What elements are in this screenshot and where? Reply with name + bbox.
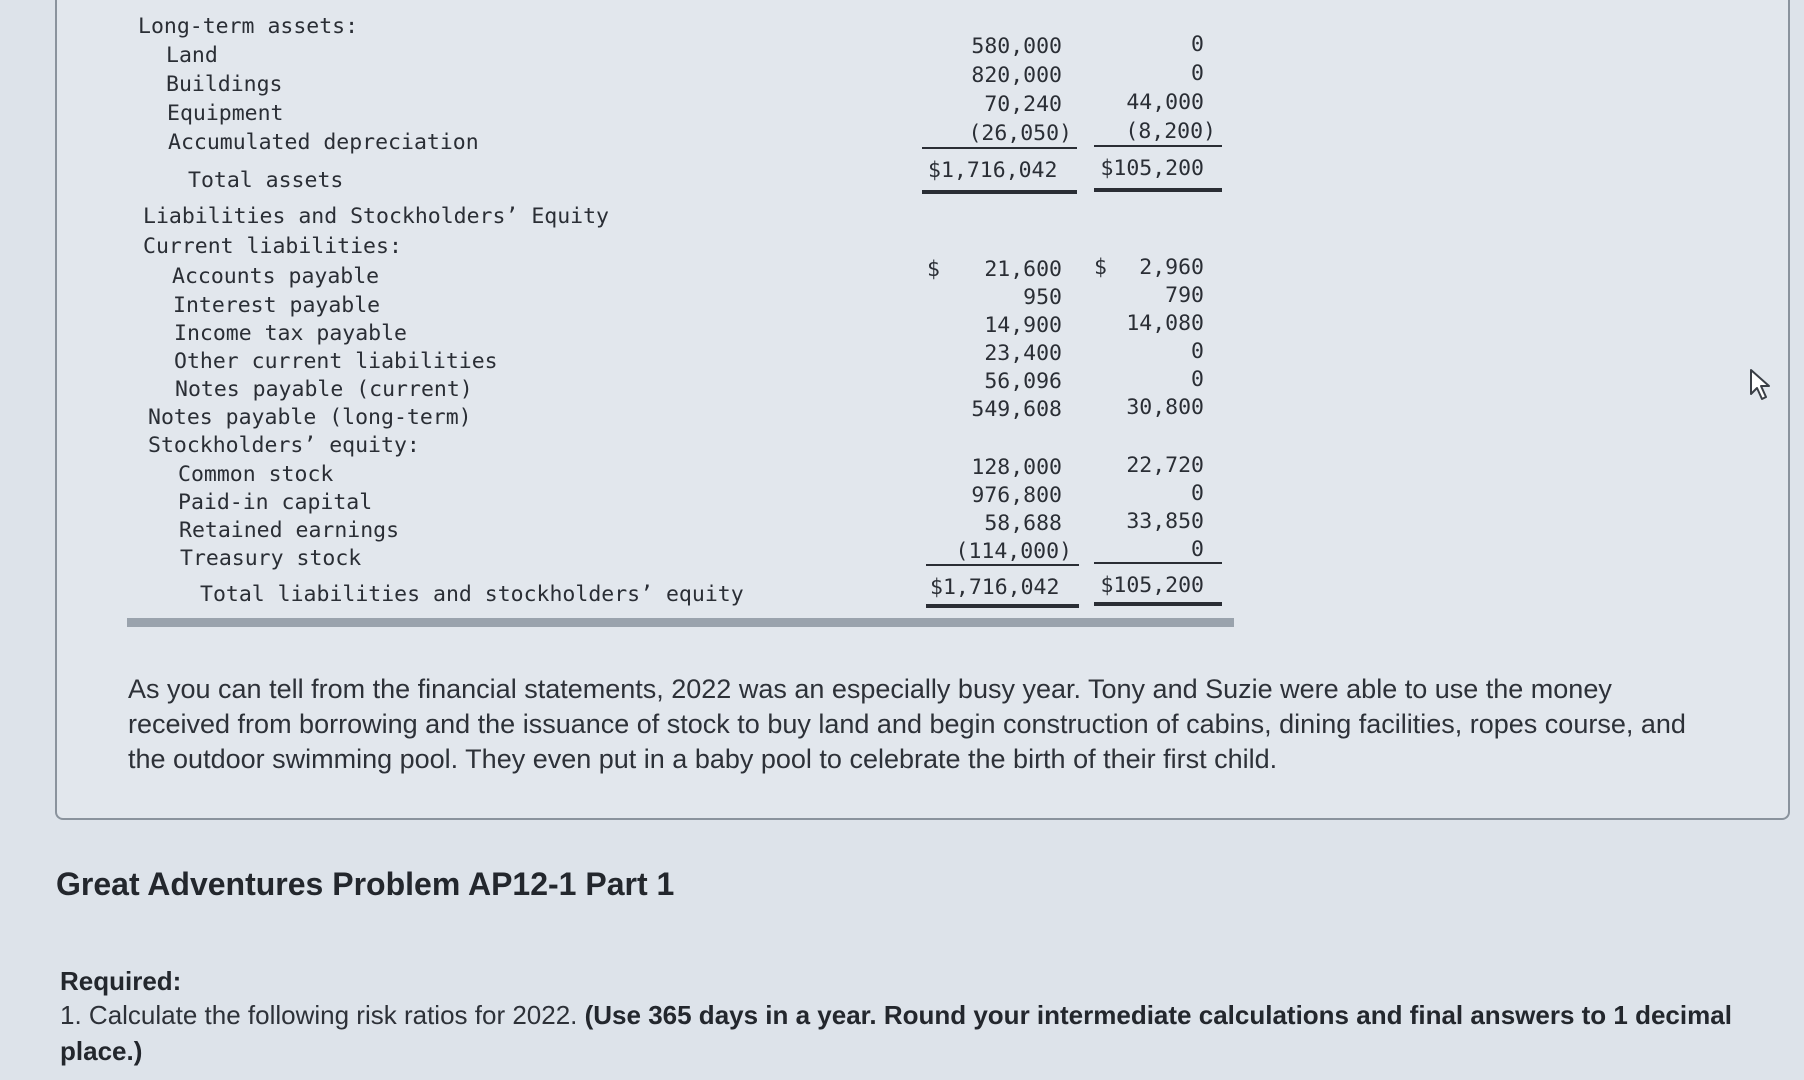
row-label-notes-payable-long-term: Notes payable (long-term) xyxy=(148,405,472,430)
table-bottom-bar xyxy=(127,618,1234,627)
total-liabilities-double-rule-col1 xyxy=(926,604,1079,608)
total-assets-double-rule-col1 xyxy=(922,190,1077,194)
stockholders-equity-header: Stockholders’ equity: xyxy=(148,433,420,458)
row-value-common-stock-col2: 22,720 xyxy=(1126,453,1204,478)
total-liabilities-equity-col1: $1,716,042 xyxy=(930,575,1060,600)
subtotal-rule-col2 xyxy=(1094,145,1222,147)
long-term-assets-header: Long-term assets: xyxy=(138,14,359,39)
row-value-treasury-stock-col1: (114,000) xyxy=(955,539,1072,564)
row-value-land-col1: 580,000 xyxy=(971,34,1062,59)
row-value-notes-payable-long-term-col1: 549,608 xyxy=(971,397,1062,422)
row-label-income-tax-payable: Income tax payable xyxy=(174,321,407,346)
row-value-accounts-payable-col1: 21,600 xyxy=(984,257,1062,282)
row-value-paid-in-capital-col1: 976,800 xyxy=(971,483,1062,508)
row-value-notes-payable-long-term-col2: 30,800 xyxy=(1126,395,1204,420)
instruction-note: (Use 365 days in a year. Round your intermediate calculations and final answers to 1 decimal place.) xyxy=(60,1000,1732,1066)
subtotal-rule-col1 xyxy=(922,147,1077,149)
row-value-equipment-col2: 44,000 xyxy=(1126,90,1204,115)
row-value-buildings-col2: 0 xyxy=(1191,61,1204,86)
row-value-income-tax-payable-col2: 14,080 xyxy=(1126,311,1204,336)
total-assets-col1: $1,716,042 xyxy=(928,158,1058,183)
current-liabilities-header: Current liabilities: xyxy=(143,234,402,259)
row-label-accounts-payable: Accounts payable xyxy=(172,264,380,289)
row-value-notes-payable-current-col2: 0 xyxy=(1191,367,1204,392)
row-value-accumulated-depreciation-col1: (26,050) xyxy=(968,121,1072,146)
row-label-equipment: Equipment xyxy=(167,101,284,126)
total-assets-label: Total assets xyxy=(188,168,344,193)
required-label: Required: xyxy=(60,966,182,996)
row-value-common-stock-col1: 128,000 xyxy=(971,455,1062,480)
total-liabilities-double-rule-col2 xyxy=(1094,602,1222,606)
row-label-notes-payable-current: Notes payable (current) xyxy=(175,377,473,402)
row-label-interest-payable: Interest payable xyxy=(173,293,381,318)
row-value-accumulated-depreciation-col2: (8,200) xyxy=(1125,119,1216,144)
liabilities-equity-header: Liabilities and Stockholders’ Equity xyxy=(143,204,609,229)
row-value-equipment-col1: 70,240 xyxy=(984,92,1062,117)
problem-heading: Great Adventures Problem AP12-1 Part 1 xyxy=(56,866,675,902)
row-label-buildings: Buildings xyxy=(166,72,283,97)
row-label-retained-earnings: Retained earnings xyxy=(179,518,400,543)
row-value-buildings-col1: 820,000 xyxy=(971,63,1062,88)
instruction-main: Calculate the following risk ratios for 2022. xyxy=(88,1000,578,1030)
row-label-accumulated-depreciation: Accumulated depreciation xyxy=(168,130,479,155)
row-value-retained-earnings-col2: 33,850 xyxy=(1126,509,1204,534)
row-value-notes-payable-current-col1: 56,096 xyxy=(984,369,1062,394)
instruction-number: 1. xyxy=(60,1000,82,1030)
context-paragraph: As you can tell from the financial statements, 2022 was an especially busy year. Tony and Suzie were able to use the money received from borrowing and the issuance of stock to buy land and begin construction of cabins, dining facilities, ropes course, and the outdoor swimming pool. They even put in a baby pool to celebrate the birth of their first child. xyxy=(128,674,1686,774)
row-value-accounts-payable-col2: 2,960 xyxy=(1139,255,1204,280)
total-assets-double-rule-col2 xyxy=(1094,188,1222,192)
row-label-land: Land xyxy=(166,43,218,68)
mouse-pointer-icon xyxy=(1748,368,1776,402)
total-liabilities-equity-col2: $105,200 xyxy=(1100,573,1204,598)
row-label-treasury-stock: Treasury stock xyxy=(180,546,362,571)
row-label-paid-in-capital: Paid-in capital xyxy=(178,490,373,515)
equity-subtotal-rule-col2 xyxy=(1094,562,1222,564)
total-liabilities-equity-label: Total liabilities and stockholders’ equity xyxy=(200,582,744,607)
row-label-common-stock: Common stock xyxy=(178,462,334,487)
row-value-interest-payable-col1: 950 xyxy=(1023,285,1062,310)
row-value-interest-payable-col2: 790 xyxy=(1165,283,1204,308)
row-value-paid-in-capital-col2: 0 xyxy=(1191,481,1204,506)
dollar-sign-col1: $ xyxy=(927,257,940,282)
dollar-sign-col2: $ xyxy=(1094,255,1107,280)
row-value-retained-earnings-col1: 58,688 xyxy=(984,511,1062,536)
row-value-other-current-liabilities-col1: 23,400 xyxy=(984,341,1062,366)
row-value-income-tax-payable-col1: 14,900 xyxy=(984,313,1062,338)
instruction-text xyxy=(60,997,1780,1069)
equity-subtotal-rule-col1 xyxy=(926,564,1079,566)
row-value-treasury-stock-col2: 0 xyxy=(1191,537,1204,562)
total-assets-col2: $105,200 xyxy=(1100,156,1204,181)
row-value-land-col2: 0 xyxy=(1191,32,1204,57)
row-label-other-current-liabilities: Other current liabilities xyxy=(174,349,498,374)
row-value-other-current-liabilities-col2: 0 xyxy=(1191,339,1204,364)
